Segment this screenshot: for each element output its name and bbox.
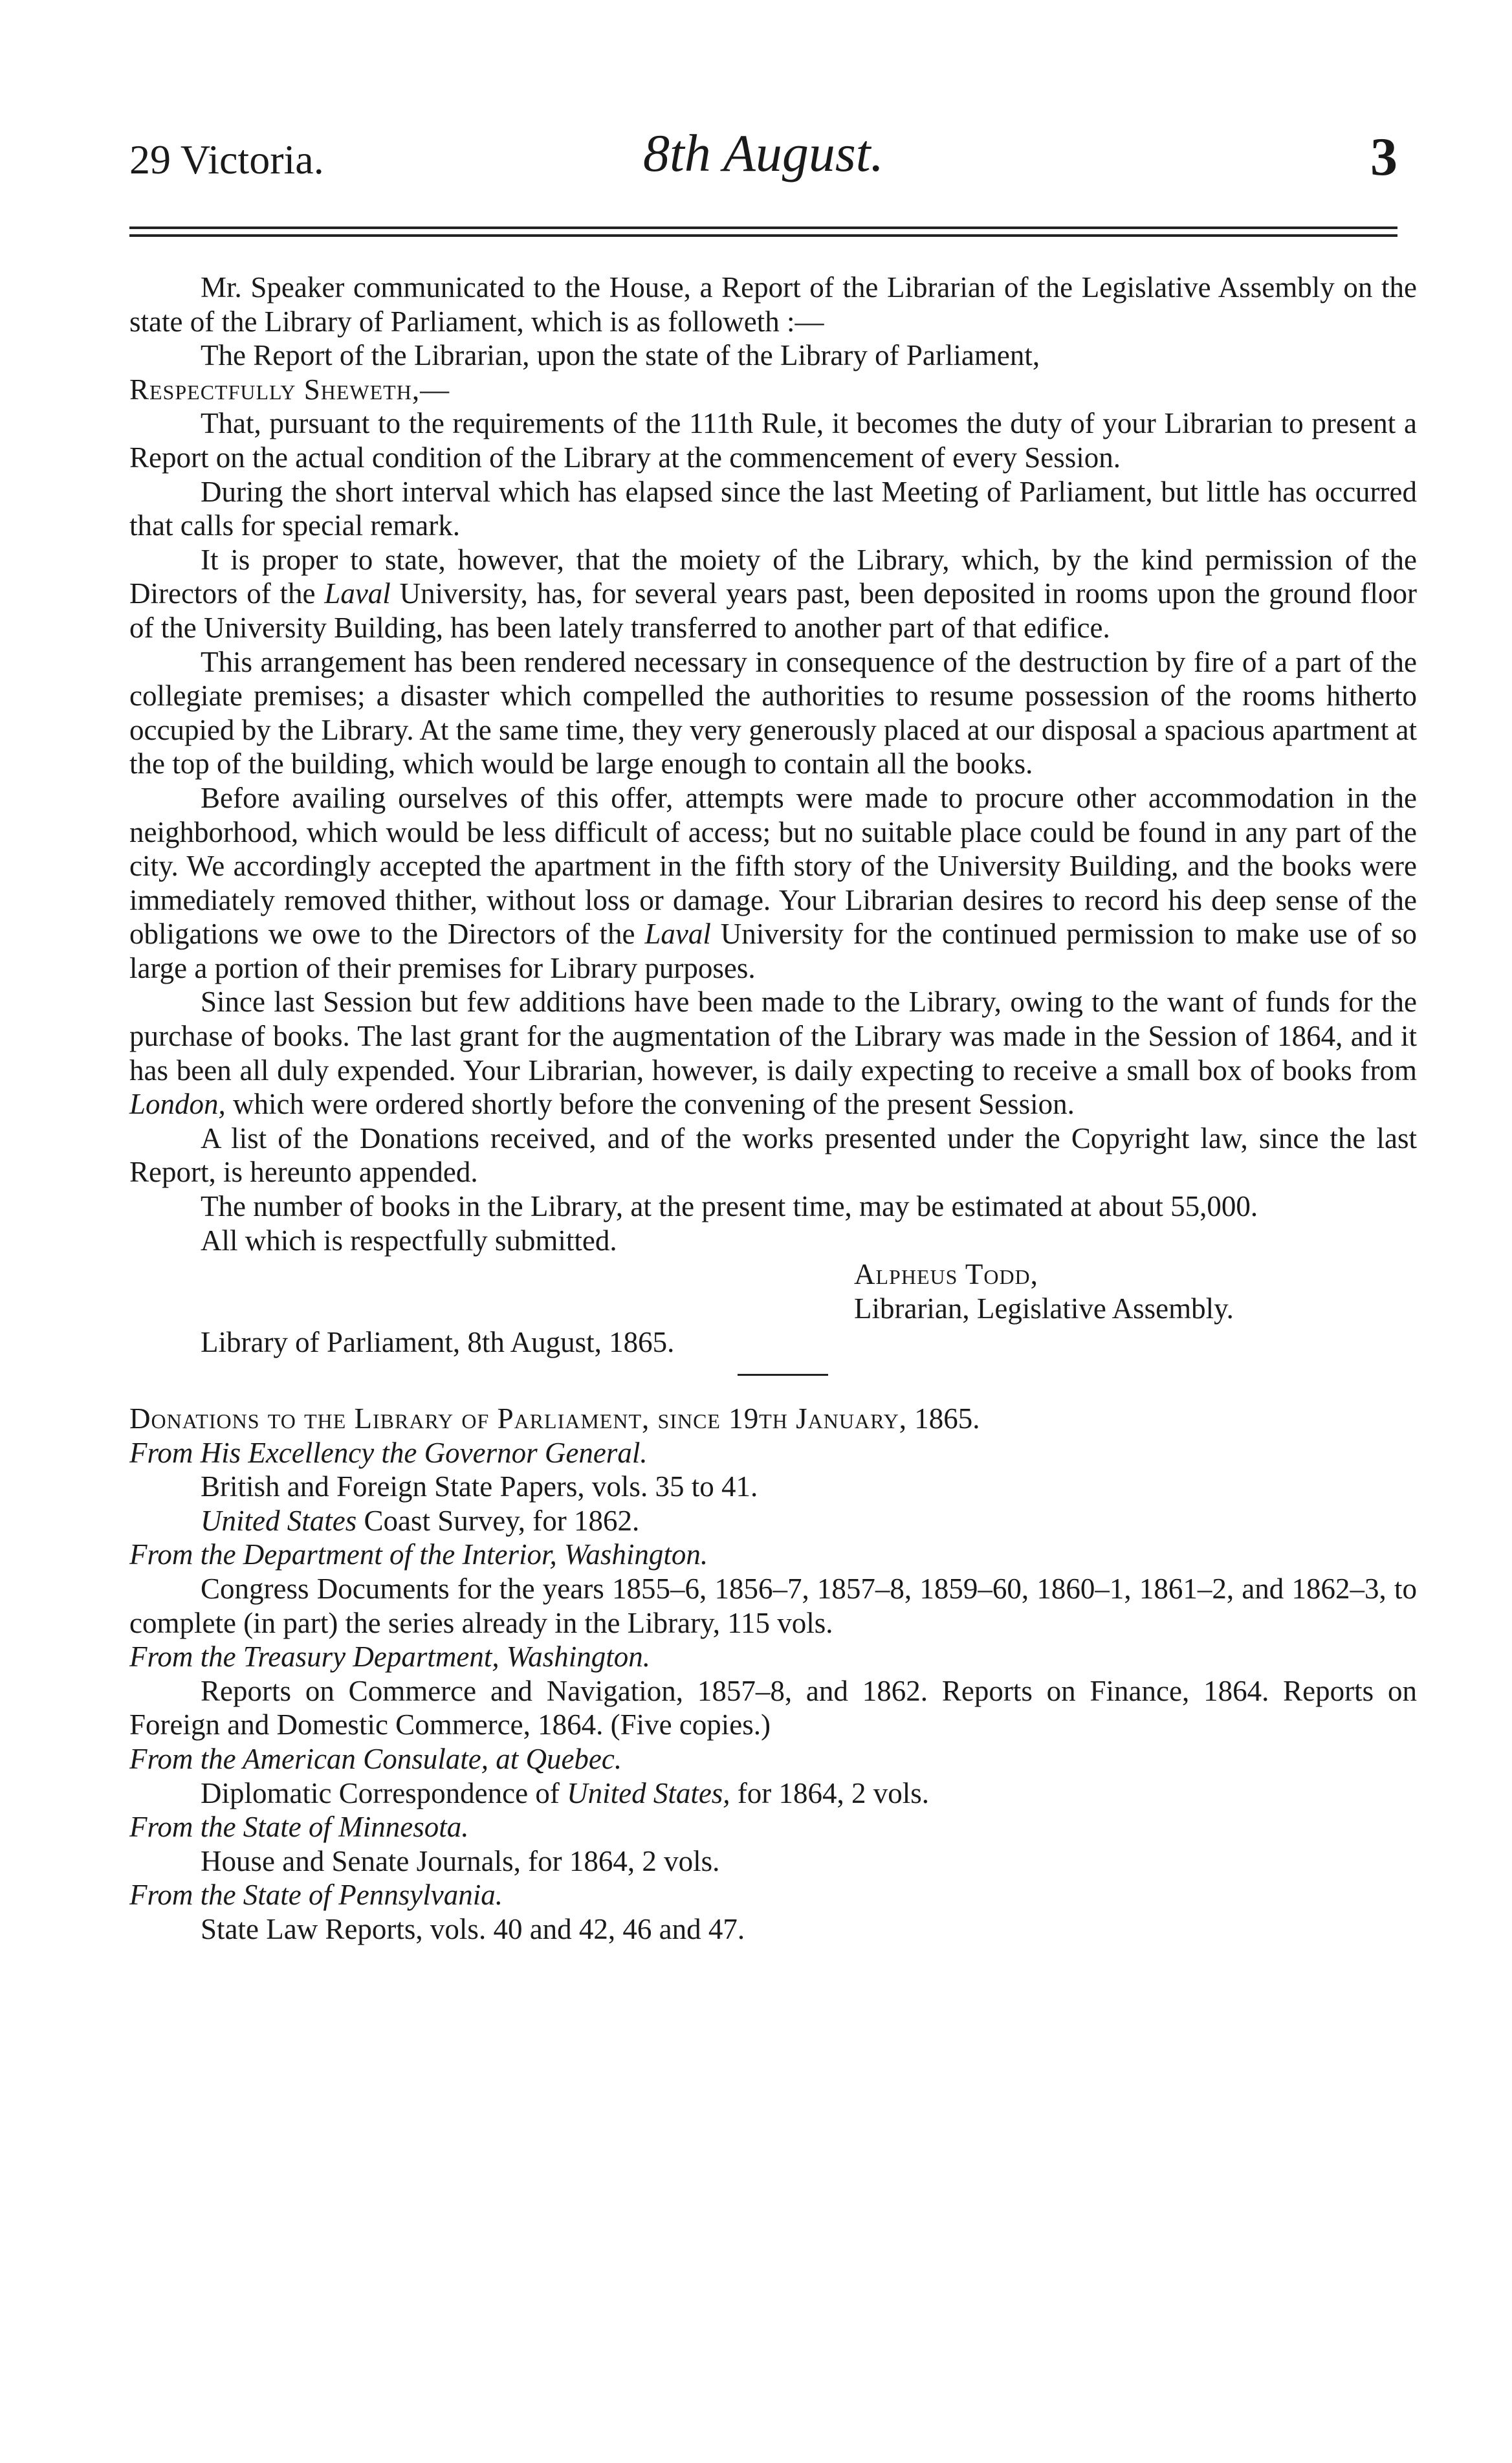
donor-2: From the Department of the Interior, Washington. <box>129 1538 708 1571</box>
report-paragraph-6: Since last Session but few additions have been made to the Library, owing to the want of funds for the purchase of books. The last grant for the augmentation of the Library was made in the Session of 1864, and it has been all duly expended. Your Librarian, however, is daily expecting to receive a small box of books from London, which were ordered shortly before the convening of the present Session. <box>129 986 1417 1121</box>
report-paragraph-2: During the short interval which has elapsed since the last Meeting of Parliament, but little has occurred that calls for special remark. <box>129 475 1417 542</box>
header-rule-top <box>129 226 1397 229</box>
donation-item-6: House and Senate Journals, for 1864, 2 vols. <box>201 1844 720 1877</box>
donor-6: From the State of Pennsylvania. <box>129 1879 503 1912</box>
report-paragraph-7: A list of the Donations received, and of the works presented under the Copyright law, since the last Report, is hereunto appended. <box>129 1121 1417 1189</box>
donor-4: From the American Consulate, at Quebec. <box>129 1742 622 1775</box>
donor-5: From the State of Minnesota. <box>129 1811 469 1844</box>
report-paragraph-9: All which is respectfully submitted. <box>201 1224 617 1257</box>
donation-item-1: British and Foreign State Papers, vols. 35 to 41. <box>201 1470 758 1503</box>
report-paragraph-3: It is proper to state, however, that the moiety of the Library, which, by the kind permission of the Directors of the Laval University, has, for several years past, been deposited in rooms upon the ground floor of the University Building, has been lately transferred to another part of that edifice. <box>129 543 1417 644</box>
report-sheweth: Respectfully Sheweth,— <box>129 373 450 406</box>
report-paragraph-5: Before availing ourselves of this offer, attempts were made to procure other accommodation in the neighborhood, which would be less difficult of access; but no suitable place could be found in any part of the city. We accordingly accepted the apartment in the fifth story of the University Building, and the books were immediately removed thither, without loss or damage. Your Librarian desires to record his deep sense of the obligations we owe to the Directors of the Laval University for the continued permission to make use of so large a portion of their premises for Library purposes. <box>129 781 1417 984</box>
report-paragraph-1: That, pursuant to the requirements of the 111th Rule, it becomes the duty of your Librarian to present a Report on the actual condition of the Library at the commencement of every Session. <box>129 407 1417 474</box>
report-date: Library of Parliament, 8th August, 1865. <box>201 1326 675 1359</box>
date-heading: 8th August. <box>642 124 884 182</box>
donation-item-7: State Law Reports, vols. 40 and 42, 46 and 47. <box>201 1912 745 1945</box>
signer-name: Alpheus Todd, <box>854 1258 1038 1291</box>
page-number: 3 <box>1370 127 1397 187</box>
report-intro: Mr. Speaker communicated to the House, a Report of the Librarian of the Legislative Assembly on the state of the Library of Parliament, which is as followeth :— <box>129 271 1417 338</box>
donation-item-2: United States Coast Survey, for 1862. <box>201 1504 640 1537</box>
report-paragraph-8: The number of books in the Library, at the present time, may be estimated at about 55,000. <box>201 1190 1258 1223</box>
donation-item-3: Congress Documents for the years 1855–6, 1856–7, 1857–8, 1859–60, 1860–1, 1861–2, and 1862–3, to complete (in part) the series already in the Library, 115 vols. <box>129 1572 1417 1639</box>
report-paragraph-4: This arrangement has been rendered necessary in consequence of the destruction by fire of a part of the collegiate premises; a disaster which compelled the authorities to resume possession of the rooms hitherto occupied by the Library. At the same time, they very generously placed at our disposal a spacious apartment at the top of the building, which would be large enough to contain all the books. <box>129 645 1417 780</box>
donation-item-4: Reports on Commerce and Navigation, 1857–8, and 1862. Reports on Finance, 1864. Reports on Foreign and Domestic Commerce, 1864. (Five copies.) <box>129 1674 1417 1741</box>
donations-heading: Donations to the Library of Parliament, since 19th January, 1865. <box>129 1402 980 1435</box>
session-label: 29 Victoria. <box>129 137 324 182</box>
signer-title: Librarian, Legislative Assembly. <box>854 1292 1234 1325</box>
donation-item-5: Diplomatic Correspondence of United States, for 1864, 2 vols. <box>201 1776 930 1809</box>
page-body <box>129 271 1417 1947</box>
report-title: The Report of the Librarian, upon the state of the Library of Parliament, <box>201 339 1040 372</box>
header-rule-bottom <box>129 234 1397 237</box>
donor-1: From His Excellency the Governor General. <box>129 1436 648 1469</box>
page-header <box>129 123 1397 201</box>
donor-3: From the Treasury Department, Washington. <box>129 1640 650 1673</box>
section-divider <box>738 1374 828 1376</box>
